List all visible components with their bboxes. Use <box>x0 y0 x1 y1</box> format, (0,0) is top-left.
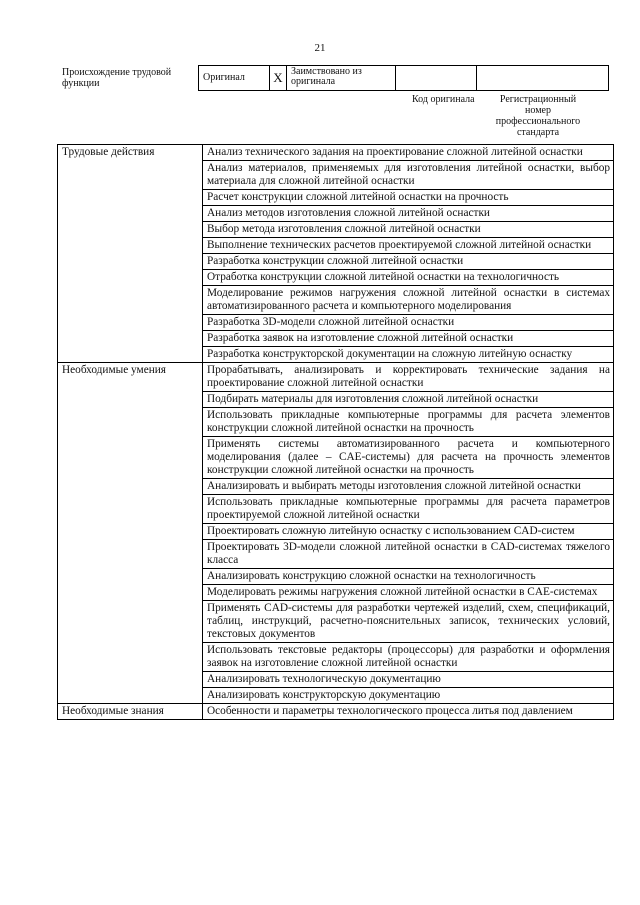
table-row <box>58 347 614 363</box>
section-title-spacer <box>58 161 203 190</box>
list-item: Отработка конструкции сложной литейной оснастки на технологичность <box>203 270 614 286</box>
page-number: 21 <box>314 42 326 54</box>
list-item: Проектировать сложную литейную оснастку с использованием CAD-систем <box>203 524 614 540</box>
section-title-spacer <box>58 392 203 408</box>
section-title-spacer <box>58 437 203 479</box>
list-item: Моделирование режимов нагружения сложной литейной оснастки в системах автоматизированного расчета и компьютерного моделирования <box>203 286 614 315</box>
table-row <box>58 569 614 585</box>
table-row <box>58 392 614 408</box>
borrowed-cell: Заимствовано из оригинала <box>287 66 396 91</box>
list-item: Разработка заявок на изготовление сложной литейной оснастки <box>203 331 614 347</box>
table-row <box>58 479 614 495</box>
section-title-spacer <box>58 585 203 601</box>
table-row <box>58 161 614 190</box>
section-title-spacer <box>58 688 203 704</box>
section-title-spacer <box>58 479 203 495</box>
list-item: Анализ методов изготовления сложной литейной оснастки <box>203 206 614 222</box>
table-row <box>58 222 614 238</box>
section-title: Необходимые умения <box>58 363 203 392</box>
original-cell: Оригинал <box>199 66 270 91</box>
function-table <box>57 144 614 720</box>
section-title: Трудовые действия <box>58 145 203 161</box>
section-title-spacer <box>58 540 203 569</box>
section-title-spacer <box>58 331 203 347</box>
table-row <box>58 254 614 270</box>
table-row <box>58 540 614 569</box>
section-title-spacer <box>58 672 203 688</box>
list-item: Выбор метода изготовления сложной литейной оснастки <box>203 222 614 238</box>
table-row <box>58 363 614 392</box>
list-item: Расчет конструкции сложной литейной оснастки на прочность <box>203 190 614 206</box>
table-row <box>58 688 614 704</box>
table-row <box>58 704 614 720</box>
list-item: Анализировать технологическую документацию <box>203 672 614 688</box>
section-title-spacer <box>58 238 203 254</box>
table-row <box>58 315 614 331</box>
section-title-spacer <box>58 569 203 585</box>
section-title-spacer <box>58 190 203 206</box>
section-title-spacer <box>58 254 203 270</box>
origin-label: Происхождение трудовой функции <box>62 67 172 89</box>
code-cell <box>396 66 477 91</box>
table-row <box>58 495 614 524</box>
list-item: Подбирать материалы для изготовления сложной литейной оснастки <box>203 392 614 408</box>
list-item: Моделировать режимы нагружения сложной литейной оснастки в CAE-системах <box>203 585 614 601</box>
reg-number-label: Регистрационный номер профессионального стандарта <box>495 94 581 138</box>
section-title: Необходимые знания <box>58 704 203 720</box>
section-title-spacer <box>58 524 203 540</box>
section-title-spacer <box>58 601 203 643</box>
table-row <box>58 238 614 254</box>
section-title-spacer <box>58 643 203 672</box>
table-row <box>58 585 614 601</box>
list-item: Разработка конструкции сложной литейной оснастки <box>203 254 614 270</box>
table-row <box>58 643 614 672</box>
list-item: Использовать прикладные компьютерные программы для расчета элементов конструкции сложной литейной оснастки на прочность <box>203 408 614 437</box>
table-row <box>58 672 614 688</box>
section-title-spacer <box>58 408 203 437</box>
table-row <box>58 145 614 161</box>
table-row <box>58 286 614 315</box>
list-item: Прорабатывать, анализировать и корректировать технические задания на проектирование сложной литейной оснастки <box>203 363 614 392</box>
list-item: Анализировать и выбирать методы изготовления сложной литейной оснастки <box>203 479 614 495</box>
list-item: Использовать текстовые редакторы (процессоры) для разработки и оформления заявок на изготовление сложной литейной оснастки <box>203 643 614 672</box>
code-original-label: Код оригинала <box>412 94 475 105</box>
list-item: Анализ материалов, применяемых для изготовления литейной оснастки, выбор материала для сложной литейной оснастки <box>203 161 614 190</box>
list-item: Разработка 3D-модели сложной литейной оснастки <box>203 315 614 331</box>
section-title-spacer <box>58 286 203 315</box>
list-item: Выполнение технических расчетов проектируемой сложной литейной оснастки <box>203 238 614 254</box>
list-item: Проектировать 3D-модели сложной литейной оснастки в CAD-системах тяжелого класса <box>203 540 614 569</box>
table-row <box>58 331 614 347</box>
list-item: Анализировать конструкцию сложной оснастки на технологичность <box>203 569 614 585</box>
table-row <box>58 601 614 643</box>
section-title-spacer <box>58 222 203 238</box>
section-title-spacer <box>58 347 203 363</box>
table-row <box>58 270 614 286</box>
table-row <box>58 190 614 206</box>
list-item: Особенности и параметры технологического процесса литья под давлением <box>203 704 614 720</box>
section-title-spacer <box>58 270 203 286</box>
list-item: Анализ технического задания на проектирование сложной литейной оснастки <box>203 145 614 161</box>
table-row <box>58 437 614 479</box>
origin-table <box>198 65 609 91</box>
list-item: Разработка конструкторской документации на сложную литейную оснастку <box>203 347 614 363</box>
original-mark: X <box>270 66 287 91</box>
table-row <box>58 206 614 222</box>
list-item: Использовать прикладные компьютерные программы для расчета параметров проектируемой сложной литейной оснастки <box>203 495 614 524</box>
list-item: Анализировать конструкторскую документацию <box>203 688 614 704</box>
table-row <box>58 524 614 540</box>
section-title-spacer <box>58 495 203 524</box>
reg-cell <box>477 66 609 91</box>
section-title-spacer <box>58 206 203 222</box>
list-item: Применять системы автоматизированного расчета и компьютерного моделирования (далее – CAE-системы) для расчета на прочность элементов конструкции сложной литейной оснастки на прочность <box>203 437 614 479</box>
section-title-spacer <box>58 315 203 331</box>
table-row <box>58 408 614 437</box>
list-item: Применять CAD-системы для разработки чертежей изделий, схем, спецификаций, таблиц, инструкций, расчетно-пояснительных записок, технических условий, текстовых документов <box>203 601 614 643</box>
